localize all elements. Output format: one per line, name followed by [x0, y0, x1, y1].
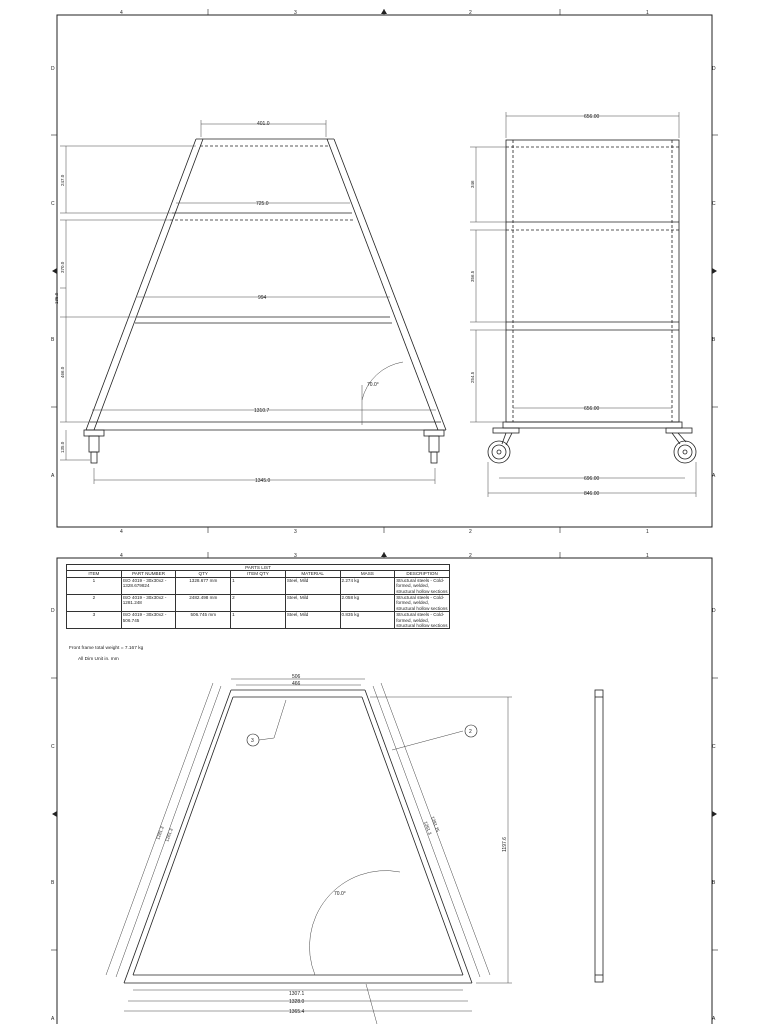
parts-list-title: PARTS LIST	[67, 565, 450, 571]
dim-side-shelf-width: 656.00	[584, 406, 600, 412]
s2-zone-top-1: 1	[646, 553, 649, 559]
dim-side-wheel-base: 696.00	[584, 476, 600, 482]
dim-frame-leg-left-outer: 1281.3	[155, 825, 165, 841]
dim-side-top-width: 656.00	[584, 114, 600, 120]
s2-zone-top-2: 2	[469, 553, 472, 559]
front-view	[84, 139, 446, 463]
cell-mass: 2.058 kg	[340, 595, 395, 612]
cell-description: Structural steels - Cold-formed, welded, structural hollow sections	[396, 595, 448, 611]
zone-top-4: 4	[120, 10, 123, 16]
col-material: MATERIAL	[285, 571, 340, 577]
s2-zone-right-C: C	[712, 744, 716, 750]
s2-zone-left-C: C	[51, 744, 55, 750]
dim-frame-bottom-mid: 1328.0	[289, 999, 305, 1005]
dim-front-overall-width: 1345.0	[255, 478, 271, 484]
cell-mass: 0.835 kg	[340, 612, 395, 629]
balloon-3-label: 3	[251, 738, 254, 744]
cell-material: Steel, Mild	[285, 612, 340, 629]
dim-frame-height: 1197.6	[502, 837, 508, 852]
zone-left-A: A	[51, 473, 55, 479]
cell-item-qty: 1	[231, 577, 286, 594]
dim-frame-bottom-inner: 1307.1	[289, 991, 305, 997]
dim-front-shelf3-width: 994	[258, 295, 267, 301]
dim-front-bottom-width: 1310.7	[254, 408, 270, 414]
dim-frame-top-inner: 466	[292, 681, 301, 687]
cell-material: Steel, Mild	[285, 595, 340, 612]
dim-front-h4: 466.0	[60, 366, 65, 378]
s2-zone-top-4: 4	[120, 553, 123, 559]
zone-top-3: 3	[294, 10, 297, 16]
s2-center-mark-right	[712, 811, 717, 817]
center-mark-left	[52, 268, 57, 274]
zone-right-D: D	[712, 66, 716, 72]
zone-left-B: B	[51, 337, 55, 343]
cell-item-qty: 1	[231, 612, 286, 629]
dim-front-h1: 247.0	[60, 174, 65, 186]
dim-frame-top-outer: 506	[292, 674, 301, 680]
s2-zone-right-A: A	[712, 1016, 716, 1022]
balloon-2-label: 2	[469, 729, 472, 735]
table-row	[67, 595, 450, 612]
s2-zone-top-3: 3	[294, 553, 297, 559]
zone-top-2: 2	[469, 10, 472, 16]
zone-bottom-1: 1	[646, 529, 649, 535]
center-mark-right	[712, 268, 717, 274]
cell-item: 3	[67, 612, 122, 629]
zone-right-C: C	[712, 201, 716, 207]
zone-left-D: D	[51, 66, 55, 72]
table-row	[67, 612, 450, 629]
col-item-qty: ITEM QTY	[231, 571, 286, 577]
col-item: ITEM	[67, 571, 122, 577]
parts-list-table	[66, 564, 450, 629]
parts-list	[66, 564, 450, 629]
s2-center-mark-left	[52, 811, 57, 817]
zone-bottom-2: 2	[469, 529, 472, 535]
table-row	[67, 577, 450, 594]
dim-frame-leg-right-inner: 1261.3	[423, 820, 433, 836]
col-qty: QTY	[176, 571, 231, 577]
zone-left-C: C	[51, 201, 55, 207]
cell-item-qty: 2	[231, 595, 286, 612]
dim-frame-leg-left-inner: 1261.3	[164, 827, 174, 843]
cell-part-number: ISO 4019 - 30x30x2 - 1328.679824	[121, 577, 176, 594]
cell-description: Structural steels - Cold-formed, welded, structural hollow sections	[396, 577, 448, 594]
col-description: DESCRIPTION	[395, 571, 450, 577]
cell-item: 2	[67, 595, 122, 612]
dim-front-h2: 370.0	[60, 261, 65, 273]
side-view	[488, 140, 696, 463]
cell-qty: 506.745 mm	[176, 612, 231, 629]
s2-zone-left-A: A	[51, 1016, 55, 1022]
cell-item: 1	[67, 577, 122, 594]
s2-zone-right-B: B	[712, 880, 716, 886]
zone-bottom-4: 4	[120, 529, 123, 535]
col-part-number: PART NUMBER	[121, 571, 176, 577]
dim-front-shelf2-width: 725.0	[256, 201, 269, 207]
cell-part-number: ISO 4019 - 30x30x2 - 1281.248	[121, 595, 176, 612]
center-mark-top	[381, 9, 387, 14]
dim-frame-leg-right-outer: 1281.25	[430, 815, 441, 833]
dim-side-h2: 356.5	[470, 270, 475, 282]
s2-center-mark-top	[381, 552, 387, 557]
zone-top-1: 1	[646, 10, 649, 16]
dim-side-h3: 254.5	[470, 371, 475, 383]
dim-frame-angle: 70.0°	[334, 891, 346, 897]
cell-material: Steel, Mild	[285, 577, 340, 594]
cell-qty: 2482.498 mm	[176, 595, 231, 612]
col-mass: MASS	[340, 571, 395, 577]
dim-front-top-width: 401.0	[257, 121, 270, 127]
s2-zone-left-B: B	[51, 880, 55, 886]
cell-part-number: ISO 4019 - 30x30x2 - 506.745	[121, 612, 176, 629]
dim-side-overall-width: 846.00	[584, 491, 600, 497]
units-note: All Dim Unit in. mm	[78, 657, 119, 662]
dim-front-angle: 70.0°	[367, 382, 379, 388]
cell-description: Structural steels - Cold-formed, welded, structural hollow sections	[396, 612, 448, 629]
frame-view	[124, 690, 603, 983]
dim-frame-bottom-outer: 1365.4	[289, 1009, 305, 1015]
zone-right-A: A	[712, 473, 716, 479]
zone-bottom-3: 3	[294, 529, 297, 535]
s2-zone-left-D: D	[51, 608, 55, 614]
dim-front-h3: 135.0	[54, 292, 59, 304]
cell-mass: 2.274 kg	[340, 577, 395, 594]
zone-right-B: B	[712, 337, 716, 343]
weight-note: Front frame total weight = 7.167 kg	[69, 646, 144, 651]
dim-side-h1: 346	[470, 180, 475, 188]
s2-zone-right-D: D	[712, 608, 716, 614]
cell-qty: 1328.677 mm	[176, 577, 231, 594]
dim-front-h5: 135.0	[60, 441, 65, 453]
